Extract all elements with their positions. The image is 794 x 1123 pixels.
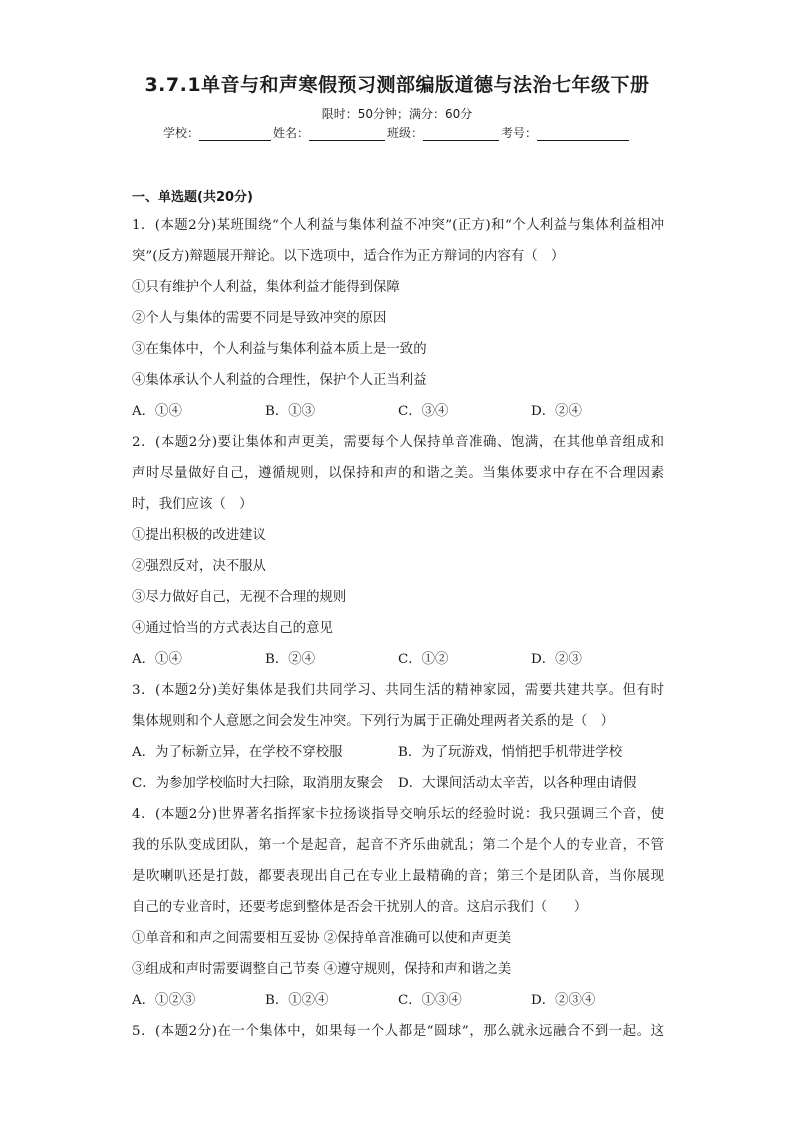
q4-item: ①单音和和声之间需要相互妥协 ②保持单音准确可以使和声更美 xyxy=(132,931,512,946)
school-label: 学校： xyxy=(163,126,200,140)
q3-stem-line: 集体规则和个人意愿之间会发生冲突。下列行为属于正确处理两者关系的是（ ） xyxy=(132,714,615,729)
q2-option-b[interactable]: B．②④ xyxy=(265,652,316,667)
q5-stem-line: 5．(本题2分)在一个集体中，如果每一个人都是“圆球”，那么就永远融合不到一起。这 xyxy=(132,1024,664,1039)
name-field xyxy=(273,124,387,141)
q4-option-b[interactable]: B．①②④ xyxy=(265,993,329,1008)
q4-stem-line: 我的乐队变成团队，第一个是起音，起音不齐乐曲就乱；第二个是个人的专业音，不管 xyxy=(132,838,664,853)
time-score-info: 限时：50分钟；满分：60分 xyxy=(321,107,473,121)
school-blank[interactable] xyxy=(199,126,271,141)
q3-option-c[interactable]: C．为参加学校临时大扫除，取消朋友聚会 xyxy=(132,776,384,791)
q3-option-a[interactable]: A．为了标新立异，在学校不穿校服 xyxy=(132,745,343,760)
q2-options xyxy=(132,644,664,675)
q1-stem-line: 突”(反方)辩题展开辩论。以下选项中，适合作为正方辩词的内容有（ ） xyxy=(132,249,565,264)
exam-number-blank[interactable] xyxy=(537,126,629,141)
q1-item: ②个人与集体的需要不同是导致冲突的原因 xyxy=(132,311,387,326)
q1-option-b[interactable]: B．①③ xyxy=(265,404,316,419)
page-title: 3.7.1单音与和声寒假预习测部编版道德与法治七年级下册 xyxy=(144,74,650,96)
class-blank[interactable] xyxy=(423,126,499,141)
q1-item: ③在集体中，个人利益与集体利益本质上是一致的 xyxy=(132,342,427,357)
q2-option-d[interactable]: D．②③ xyxy=(531,652,582,667)
q2-item: ③尽力做好自己，无视不合理的规则 xyxy=(132,590,347,605)
q1-stem-line: 1．(本题2分)某班围绕“个人利益与集体利益不冲突”(正方)和“个人利益与集体利益相冲 xyxy=(132,218,664,233)
exam-number-label: 考号： xyxy=(501,126,538,140)
q1-option-a[interactable]: A．①④ xyxy=(132,404,182,419)
q3-options-row xyxy=(132,768,664,799)
q1-item: ④集体承认个人利益的合理性，保护个人正当利益 xyxy=(132,373,427,388)
q4-stem-line: 4．(本题2分)世界著名指挥家卡拉扬谈指导交响乐坛的经验时说：我只强调三个音，使 xyxy=(132,807,664,822)
q2-item: ④通过恰当的方式表达自己的意见 xyxy=(132,621,333,636)
q2-item: ①提出积极的改进建议 xyxy=(132,528,266,543)
class-label: 班级： xyxy=(387,126,424,140)
q3-options-row xyxy=(132,737,664,768)
q4-stem-line: 是吹喇叭还是打鼓，都要表现出自己在专业上最精确的音；第三个是团队音，当你展现 xyxy=(132,869,664,884)
q3-option-b[interactable]: B．为了玩游戏，悄悄把手机带进学校 xyxy=(398,745,623,760)
q2-option-a[interactable]: A．①④ xyxy=(132,652,182,667)
q1-options xyxy=(132,396,664,427)
q2-option-c[interactable]: C．①② xyxy=(398,652,449,667)
q1-option-d[interactable]: D．②④ xyxy=(531,404,582,419)
q4-option-d[interactable]: D．②③④ xyxy=(531,993,596,1008)
school-field xyxy=(163,124,273,141)
q4-option-a[interactable]: A．①②③ xyxy=(132,993,196,1008)
q2-stem-line: 时，我们应该（ ） xyxy=(132,497,253,512)
q4-options xyxy=(132,985,664,1016)
student-info-row xyxy=(163,124,643,141)
section-title: 一、单选题(共20分) xyxy=(132,190,253,205)
q2-stem-line: 2．(本题2分)要让集体和声更美，需要每个人保持单音准确、饱满，在其他单音组成和 xyxy=(132,435,664,450)
q3-stem-line: 3．(本题2分)美好集体是我们共同学习、共同生活的精神家园，需要共建共享。但有时 xyxy=(132,683,664,698)
q1-item: ①只有维护个人利益，集体利益才能得到保障 xyxy=(132,280,400,295)
q4-item: ③组成和声时需要调整自己节奏 ④遵守规则，保持和声和谐之美 xyxy=(132,962,512,977)
class-field xyxy=(387,124,501,141)
name-blank[interactable] xyxy=(309,126,385,141)
q2-stem-line: 声时尽量做好自己，遵循规则，以保持和声的和谐之美。当集体要求中存在不合理因素 xyxy=(132,466,664,481)
q4-option-c[interactable]: C．①③④ xyxy=(398,993,462,1008)
q1-option-c[interactable]: C．③④ xyxy=(398,404,449,419)
questions xyxy=(132,210,664,1047)
q3-option-d[interactable]: D．大课间活动太辛苦，以各种理由请假 xyxy=(398,776,637,791)
q2-item: ②强烈反对，决不服从 xyxy=(132,559,266,574)
q4-stem-line: 自己的专业音时，还要考虑到整体是否会干扰别人的音。这启示我们（ ） xyxy=(132,900,588,915)
name-label: 姓名： xyxy=(273,126,310,140)
exam-number-field xyxy=(501,124,631,141)
